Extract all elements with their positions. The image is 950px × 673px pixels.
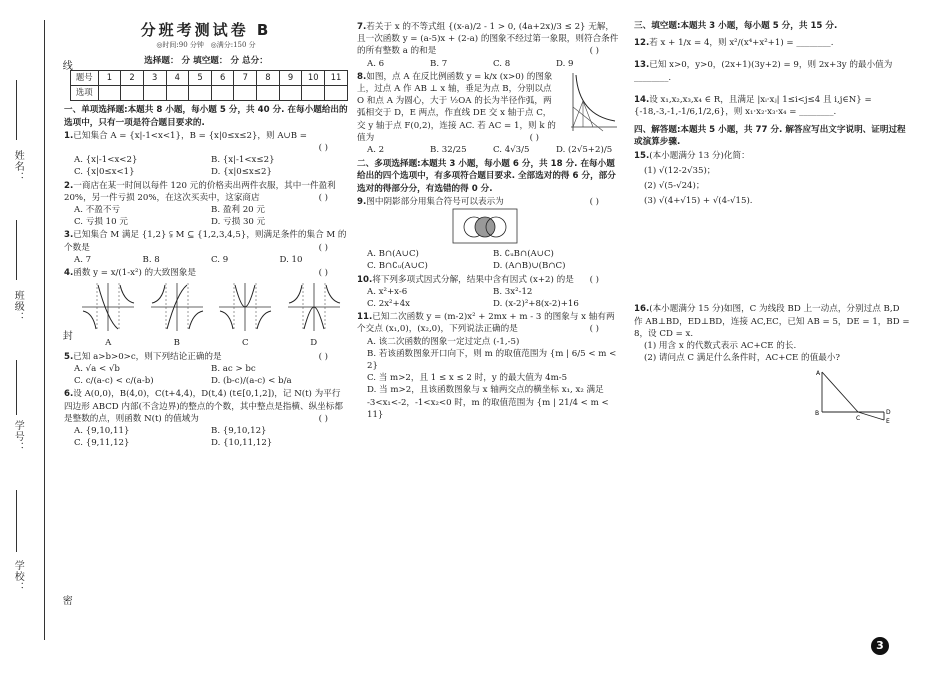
answer-table: 题号 1 2 3 4 5 6 7 8 9 10 11 选项 (70, 70, 348, 101)
answer-row-label: 选项 (71, 86, 99, 101)
column-2 (357, 20, 619, 421)
svg-text:B: B (815, 410, 820, 418)
fold-mark-mid: 封 (60, 330, 72, 341)
question-12: 12.若 x + 1/x = 4，则 x²/(x⁴+x²+1) = ________. (634, 38, 834, 49)
answer-cell[interactable] (211, 86, 234, 101)
question-7: 7.若关于 x 的不等式组 {(x-a)/2 - 1 > 0, (4a+2x)/3 ≤ 2} 无解，且一次函数 y = (a-5)x + (2-a) 的图象不经过第一象限，则符合条件的所有整数 a 的和是 ( ) A. 6 B. 7 C. 8 D. 9 (357, 22, 619, 69)
svg-text:E: E (886, 418, 890, 425)
question-10: 10.将下列多项式因式分解，结果中含有因式 (x+2) 的是 ( ) A. x²+x-6 B. 3x²-12 C. 2x²+4x D. (x-2)²+8(x-2)+16 (357, 274, 599, 310)
question-11: 11.已知二次函数 y = (m-2)x² + 2mx + m - 3 的图象与 x 轴有两个交点 (x₁,0)，(x₂,0)，下列说法正确的是 ( ) A. 该二次函数的图象一定过定点 (-1,-5) B. 若该函数图象开口向下，则 m 的取值范围为 {m | 6/5 < m < 2} C. 当 m>2，且 1 ≤ x ≤ 2 时，y 的最大值为 4m-5 D. 当 m>2，且该函数图象与 x 轴两交点的横坐标 x₁, x₂ 满足 -3<x₁<-2，-1<x₂<0 时，m 的取值范围为 {m | 21/4 < m < 11} (357, 312, 617, 420)
answer-cell[interactable] (121, 86, 144, 101)
full-score: ◎满分:150 分 (210, 41, 256, 50)
q8-inverse-function-figure (563, 71, 619, 135)
answer-table-header: 题号 (71, 71, 99, 86)
answer-cell[interactable] (302, 86, 325, 101)
answer-cell[interactable] (279, 86, 302, 101)
graph-option-a-icon (80, 281, 136, 333)
answer-cell[interactable] (325, 86, 348, 101)
fold-mark-bottom: 密 (60, 595, 72, 606)
column-3 (634, 20, 910, 429)
class-field[interactable] (16, 220, 17, 280)
answer-cell[interactable] (166, 86, 189, 101)
student-id-field[interactable] (16, 360, 17, 415)
graph-option-c-icon (217, 281, 273, 333)
answer-cell[interactable] (234, 86, 257, 101)
column-1 (64, 20, 348, 449)
name-label: 姓名： (12, 150, 24, 183)
section-1-title: 一、单项选择题:本题共 8 小题，每小题 5 分，共 40 分. 在每小题给出的选项中，只有一项是符合题目要求的. (64, 105, 348, 128)
question-15: 15.(本小题满分 13 分)化简： (1) √(12-2√35)； (2) √(5-√24)； (3) √(4+√15) + √(4-√15). (634, 150, 753, 207)
fold-mark-top: 线 (60, 60, 72, 71)
svg-text:C: C (856, 415, 861, 423)
score-summary: 选择题： 分 填空题： 分 总分： (144, 56, 268, 67)
answer-cell[interactable] (143, 86, 166, 101)
school-field[interactable] (16, 490, 17, 552)
answer-cell[interactable] (189, 86, 212, 101)
answer-cell[interactable] (98, 86, 121, 101)
section-3-title: 三、填空题:本题共 3 小题，每小题 5 分，共 15 分. (634, 21, 838, 31)
svg-text:A: A (816, 370, 821, 378)
page-title: 分班考测试卷 B (140, 21, 272, 39)
svg-text:D: D (886, 409, 891, 417)
question-1: 1.已知集合 A = {x|-1<x<1}，B = {x|0≤x≤2}，则 A∪B = ( ) A. {x|-1<x<2} B. {x|-1<x≤2} C. {x|0≤x<1} D. {x|0≤x≤2} (64, 130, 328, 178)
graph-option-d-icon (286, 281, 342, 333)
question-16: 16.(本小题满分 15 分)如图，C 为线段 BD 上一动点，分别过点 B,D 作 AB⊥BD，ED⊥BD，连接 AC,EC，已知 AB = 5，DE = 1，BD = 8，设 CD = x. (1) 用含 x 的代数式表示 AC+CE 的长. (2) 请问点 C 满足什么条件时，AC+CE 的值最小? (634, 304, 910, 364)
answer-cell[interactable] (257, 86, 280, 101)
question-6: 6.设 A(0,0)，B(4,0)，C(t+4,4)，D(t,4) (t∈[0,1,2])，记 N(t) 为平行四边形 ABCD 内部(不含边界)的整点的个数，其中整点是指横、纵坐标都是整数的点，则函数 N(t) 的值域为 ( ) A. {9,10,11} B. {9,10,12} C. {9,11,12} D. {10,11,12} (64, 389, 343, 449)
student-id-label: 学号： (12, 420, 24, 453)
page-number-badge: 3 (871, 637, 889, 655)
q16-geometry-figure (814, 368, 894, 424)
question-5: 5.已知 a>b>0>c，则下列结论正确的是 ( ) A. √a < √b B. ac > bc C. c/(a-c) < c/(a-b) D. (b-c)/(a-c) < b/a (64, 351, 328, 387)
class-label: 班级： (12, 290, 24, 323)
question-3: 3.已知集合 M 满足 {1,2} ⫋ M ⊆ {1,2,3,4,5}，则满足条件的集合 M 的个数是 ( ) A. 7 B. 8 C. 9 D. 10 (64, 230, 347, 265)
section-4-title: 四、解答题:本题共 5 小题，共 77 分. 解答应写出文字说明、证明过程或演算步骤. (634, 125, 906, 148)
question-13: 13.已知 x>0，y>0，(2x+1)(3y+2) = 9，则 2x+3y 的最小值为________. (634, 60, 893, 83)
school-label: 学校： (12, 560, 24, 593)
fold-line (44, 20, 45, 640)
venn-diagram-icon (452, 208, 518, 244)
graph-option-b-icon (149, 281, 205, 333)
question-2: 2.一商店在某一时间以每件 120 元的价格卖出两件衣服，其中一件盈利 20%，另一件亏损 20%，在这次买卖中，这家商店 ( ) A. 不盈不亏 B. 盈利 20 元 C. 亏损 10 元 D. 亏损 30 元 (64, 180, 336, 228)
section-2-title: 二、多项选择题:本题共 3 小题，每小题 6 分，共 18 分. 在每小题给出的四个选项中，有多项符合题目要求. 全部选对的得 6 分，部分选对的得部分分，有选错的得 0 分. (357, 159, 616, 194)
question-4: 4.函数 y = x/(1-x²) 的大致图象是 ( ) A B C D (64, 267, 348, 350)
time-limit: ◎时间:90 分钟 (156, 41, 204, 50)
question-14: 14.设 x₁,x₂,x₃,x₄ ∈ R，且满足 |xᵢ·xⱼ| 1≤i<j≤4 且 i,j∈N} = {-18,-3,-1,-1/6,1/2,6}，则 x₁·x₂·x₃·x₄ = ________. (634, 94, 872, 118)
question-9: 9.图中阴影部分用集合符号可以表示为 ( ) A. B∩(A∪C) B. ∁ᵤB∩(A∪C) C. B∩∁ᵤ(A∪C) D. (A∩B)∪(B∩C) (357, 196, 599, 272)
exam-meta (64, 41, 348, 51)
name-field[interactable] (16, 80, 17, 140)
question-8: 8.如图，点 A 在反比例函数 y = k/x (x>0) 的图象上，过点 A 作 AB ⊥ x 轴，垂足为点 B，分别以点 O 和点 A 为圆心，大于 ½OA 的长为半径作弧，两弧相交于 D，E 两点，作直线 DE 交 x 轴于点 C，交 y 轴于点 F(0,2)，连接 AC. 若 AC = 1，则 k 的值为 ( ) A. 2 B. 32/25 C. 4√3/5 D. (2√5+2)/5 (357, 71, 619, 156)
